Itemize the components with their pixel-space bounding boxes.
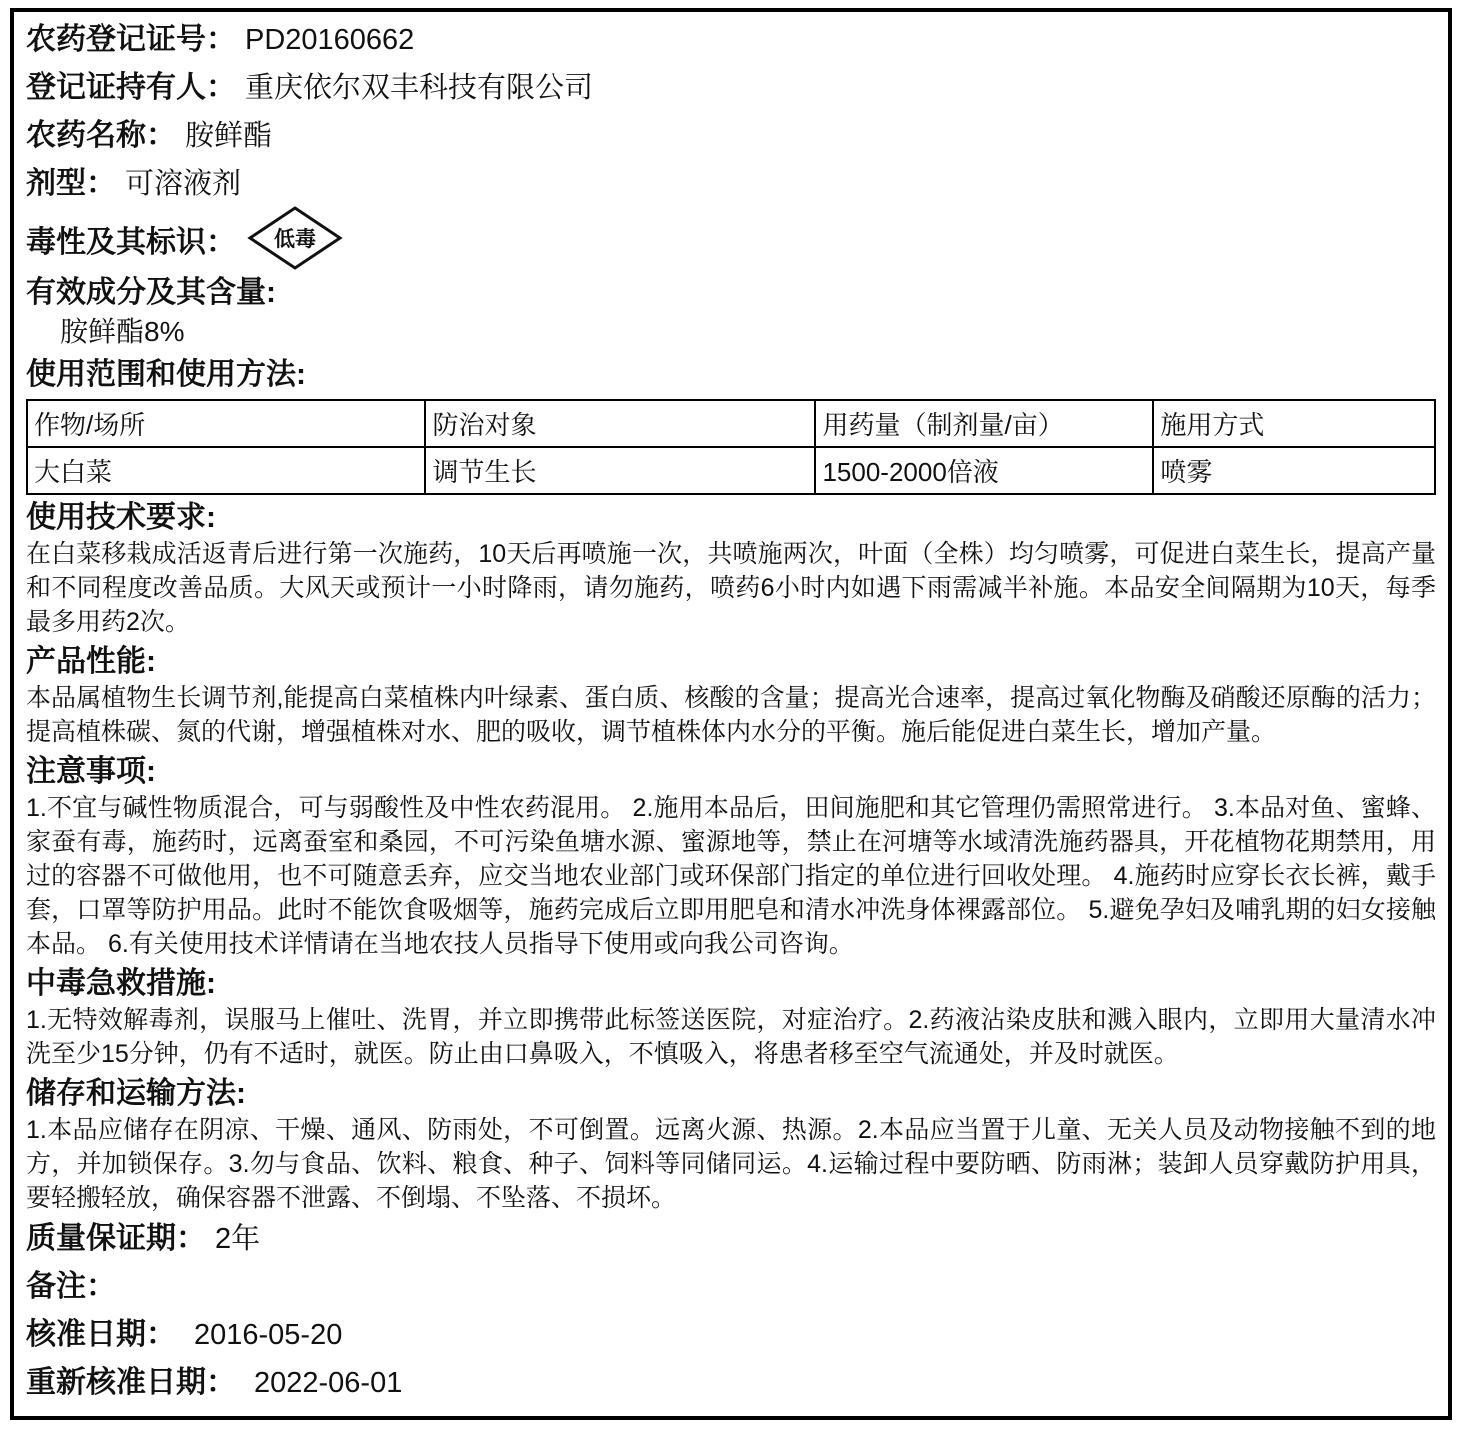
field-toxicity: [26, 208, 1436, 270]
pesticide-registration-document: [10, 8, 1452, 1420]
table-header-crop: 作物/场所: [27, 400, 425, 447]
heading-storage-transport: 储存和运输方法:: [26, 1077, 246, 1110]
field-value: 2016-05-20: [194, 1319, 343, 1351]
field-label: 核准日期：: [26, 1318, 176, 1351]
table-cell-crop: 大白菜: [27, 447, 425, 494]
field-reapproval-date: [26, 1359, 1436, 1407]
heading-first-aid: 中毒急救措施:: [26, 967, 216, 1000]
precautions-text: 1.不宜与碱性物质混合，可与弱酸性及中性农药混用。 2.施用本品后，田间施肥和其它管理仍需照常进行。 3.本品对鱼、蜜蜂、家蚕有毒，施药时，远离蚕室和桑园，不可污染鱼塘水源、蜜源地等，禁止在河塘等水域清洗施药器具，开花植物花期禁用，用过的容器不可做他用，也不可随意丢弃，应交当地农业部门或环保部门指定的单位进行回收处理。 4.施药时应穿长衣长裤，戴手套，口罩等防护用品。此时不能饮食吸烟等，施药完成后立即用肥皂和清水冲洗身体裸露部位。 5.避免孕妇及哺乳期的妇女接触本品。 6.有关使用技术详情请在当地农技人员指导下使用或向我公司咨询。: [26, 794, 1436, 958]
table-header-method: 施用方式: [1153, 400, 1435, 447]
product-performance-text: 本品属植物生长调节剂,能提高白菜植株内叶绿素、蛋白质、核酸的含量；提高光合速率，提高过氧化物酶及硝酸还原酶的活力；提高植株碳、氮的代谢，增强植株对水、肥的吸收，调节植株体内水分的平衡。施后能促进白菜生长，增加产量。: [26, 684, 1436, 746]
usage-requirements-text: 在白菜移栽成活返青后进行第一次施药，10天后再喷施一次，共喷施两次，叶面（全株）均匀喷雾，可促进白菜生长，提高产量和不同程度改善品质。大风天或预计一小时降雨，请勿施药，喷药6小时内如遇下雨需减半补施。本品安全间隔期为10天，每季最多用药2次。: [26, 540, 1436, 636]
low-toxicity-diamond-icon: [246, 204, 344, 280]
table-header-target: 防治对象: [425, 400, 815, 447]
field-value: 可溶液剂: [125, 168, 242, 200]
field-certificate-holder: [26, 64, 1436, 112]
field-label: 农药名称：: [26, 119, 176, 152]
field-label: 剂型：: [26, 167, 116, 200]
toxicity-mark-text: 低毒: [274, 228, 316, 251]
table-cell-dosage: 1500-2000倍液: [815, 447, 1153, 494]
field-label: 备注：: [26, 1270, 116, 1303]
heading-active-ingredient: 有效成分及其含量:: [26, 276, 276, 309]
table-cell-method: 喷雾: [1153, 447, 1435, 494]
field-remarks: [26, 1263, 1436, 1311]
storage-transport-text: 1.本品应储存在阴凉、干燥、通风、防雨处，不可倒置。远离火源、热源。2.本品应当置于儿童、无关人员及动物接触不到的地方，并加锁保存。3.勿与食品、饮料、粮食、种子、饲料等同储同运。4.运输过程中要防晒、防雨淋；装卸人员穿戴防护用具，要轻搬轻放，确保容器不泄露、不倒塌、不坠落、不损坏。: [26, 1116, 1436, 1212]
usage-table-data-row: [27, 447, 1435, 494]
field-formulation-type: [26, 160, 1436, 208]
heading-precautions: 注意事项:: [26, 755, 156, 788]
field-value: 2022-06-01: [254, 1367, 403, 1399]
heading-usage-requirements: 使用技术要求:: [26, 501, 216, 534]
field-label: 毒性及其标识：: [26, 226, 236, 259]
active-ingredient-value: 胺鲜酯8%: [60, 316, 185, 347]
table-cell-target: 调节生长: [425, 447, 815, 494]
field-pesticide-name: [26, 112, 1436, 160]
heading-usage-scope: 使用范围和使用方法:: [26, 358, 306, 391]
first-aid-text: 1.无特效解毒剂，误服马上催吐、洗胃，并立即携带此标签送医院，对症治疗。2.药液沾染皮肤和溅入眼内，立即用大量清水冲洗至少15分钟，仍有不适时，就医。防止由口鼻吸入，不慎吸入，将患者移至空气流通处，并及时就医。: [26, 1006, 1436, 1068]
usage-table-header-row: [27, 400, 1435, 447]
heading-product-performance: 产品性能:: [26, 645, 156, 678]
field-value: PD20160662: [245, 24, 415, 56]
field-label: 重新核准日期：: [26, 1366, 236, 1399]
field-value: 2年: [215, 1223, 261, 1255]
field-registration-number: [26, 16, 1436, 64]
usage-table: [26, 399, 1436, 495]
field-label: 质量保证期：: [26, 1222, 206, 1255]
field-label: 登记证持有人：: [26, 71, 236, 104]
table-header-dosage: 用药量（制剂量/亩）: [815, 400, 1153, 447]
field-label: 农药登记证号：: [26, 23, 236, 56]
field-approval-date: [26, 1311, 1436, 1359]
field-value: 重庆依尔双丰科技有限公司: [245, 72, 594, 104]
field-quality-guarantee-period: [26, 1215, 1436, 1263]
field-value: 胺鲜酯: [185, 120, 273, 152]
